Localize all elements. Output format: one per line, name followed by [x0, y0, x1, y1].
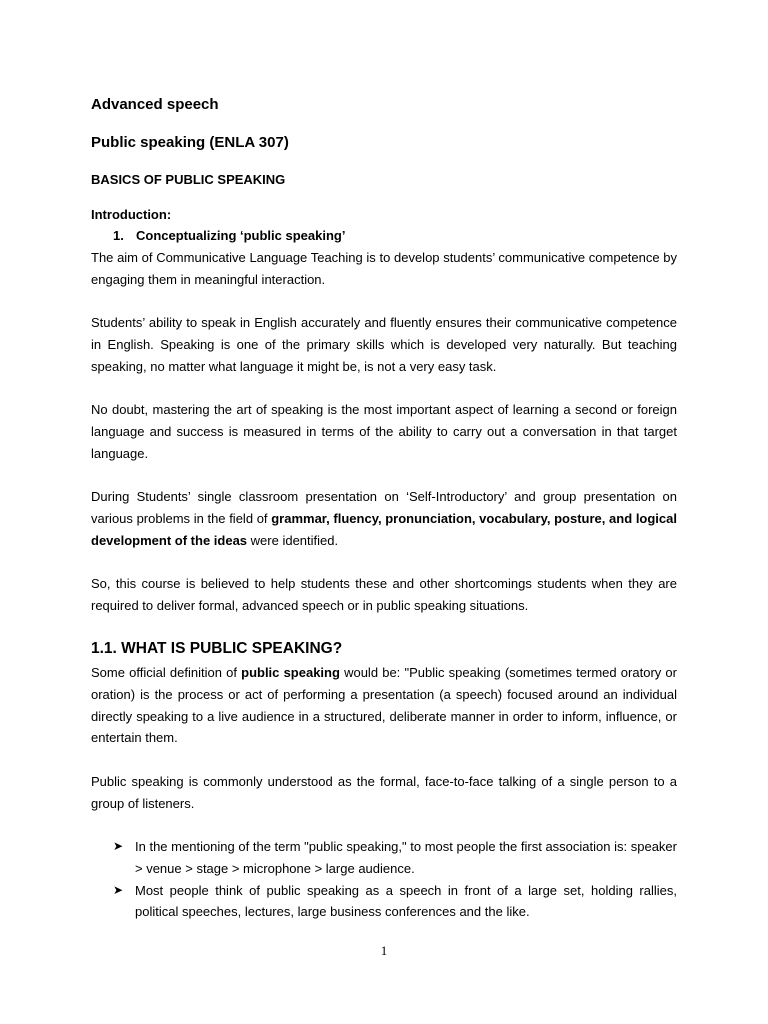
list-item	[113, 880, 677, 924]
paragraph-2: Students’ ability to speak in English accurately and fluently ensures their communicative competence in English. Speaking is one of the primary skills which is developed very naturally. But teaching speaking, no matter what language it might be, is not a very easy task.	[91, 315, 677, 374]
paragraph-6-bold: public speaking	[241, 665, 340, 680]
section-caps-heading: BASICS OF PUBLIC SPEAKING	[91, 172, 286, 187]
bullet-text: In the mentioning of the term "public speaking," to most people the first association is: speaker > venue > stage > microphone > large audience.	[135, 839, 677, 876]
subsection-title: Conceptualizing ‘public speaking’	[136, 228, 346, 243]
subsection-heading	[113, 227, 345, 245]
introduction-label: Introduction:	[91, 207, 172, 222]
paragraph-5: So, this course is believed to help students these and other shortcomings students when they are required to deliver formal, advanced speech or in public speaking situations.	[91, 576, 677, 613]
document-page	[91, 0, 677, 1024]
paragraph-6-start: Some official definition of	[91, 665, 242, 680]
paragraph-4-start: During Students’ single classroom presentation on ‘Self-Introductory’ and group presentation on various problems in the field of	[91, 489, 677, 526]
document-title: Advanced speech	[91, 96, 219, 113]
paragraph-4-end: were identified.	[247, 532, 339, 548]
bullet-text: Most people think of public speaking as a speech in front of a large set, holding rallies, political speeches, lectures, large business conferences and the like.	[135, 882, 677, 920]
course-title: Public speaking (ENLA 307)	[91, 134, 289, 151]
paragraph-4-bold: grammar, fluency, pronunciation, vocabulary, posture, and logical development of the ideas	[91, 510, 677, 548]
list-item	[113, 836, 677, 880]
subsection-number: 1.	[113, 228, 124, 243]
paragraph-6-end: would be: "Public speaking (sometimes termed oratory or oration) is the process or act of performing a presentation (a speech) focused around an individual directly speaking to a live audience in a structured, deliberate manner in order to inform, influence, or entertain them.	[91, 665, 677, 746]
section-heading-1-1: 1.1. WHAT IS PUBLIC SPEAKING?	[91, 640, 343, 657]
paragraph-4	[91, 486, 677, 551]
paragraph-3: No doubt, mastering the art of speaking is the most important aspect of learning a second or foreign language and success is measured in terms of the ability to carry out a conversation in that target language.	[91, 402, 677, 461]
arrowhead-bullet-icon: ➤	[113, 882, 124, 897]
paragraph-7: Public speaking is commonly understood as the formal, face-to-face talking of a single person to a group of listeners.	[91, 774, 677, 811]
bullet-list	[113, 836, 677, 923]
page-number: 1	[380, 943, 388, 958]
arrowhead-bullet-icon: ➤	[113, 839, 124, 853]
paragraph-6	[91, 662, 677, 749]
paragraph-1: The aim of Communicative Language Teaching is to develop students’ communicative competence by engaging them in meaningful interaction.	[91, 250, 677, 287]
